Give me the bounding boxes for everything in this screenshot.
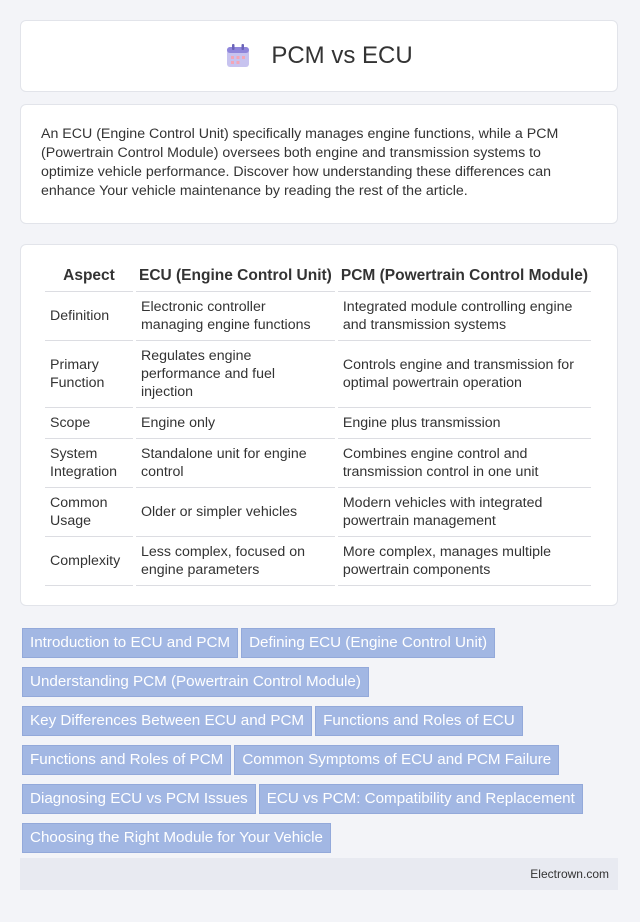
table-cell: Engine plus transmission [338,408,591,439]
tag-diagnosing[interactable]: Diagnosing ECU vs PCM Issues [22,784,256,814]
table-row [45,488,591,537]
table-cell: Complexity [45,537,133,586]
tag-key-differences[interactable]: Key Differences Between ECU and PCM [22,706,312,736]
table-cell: Regulates engine performance and fuel injection [136,341,335,408]
table-header-row [45,265,591,292]
footer [20,858,618,890]
table-row [45,537,591,586]
table-cell: Scope [45,408,133,439]
table-row [45,292,591,341]
table-cell: Common Usage [45,488,133,537]
tag-defining-ecu[interactable]: Defining ECU (Engine Control Unit) [241,628,495,658]
tag-functions-pcm[interactable]: Functions and Roles of PCM [22,745,231,775]
table-row [45,439,591,488]
table-cell: Older or simpler vehicles [136,488,335,537]
tag-common-symptoms[interactable]: Common Symptoms of ECU and PCM Failure [234,745,559,775]
topic-tags [22,628,618,862]
comparison-table [42,265,594,586]
table-cell: Engine only [136,408,335,439]
tag-functions-ecu[interactable]: Functions and Roles of ECU [315,706,523,736]
tag-introduction[interactable]: Introduction to ECU and PCM [22,628,238,658]
page-title: PCM vs ECU [271,42,413,69]
table-row [45,408,591,439]
table-cell: Controls engine and transmission for optimal powertrain operation [338,341,591,408]
header-pcm: PCM (Powertrain Control Module) [338,265,591,292]
table-cell: Definition [45,292,133,341]
table-cell: Electronic controller managing engine functions [136,292,335,341]
title-card [20,20,618,92]
comparison-card [20,244,618,606]
tag-choosing-module[interactable]: Choosing the Right Module for Your Vehicle [22,823,331,853]
tag-understanding-pcm[interactable]: Understanding PCM (Powertrain Control Module) [22,667,369,697]
footer-site[interactable]: Electrown.com [530,867,609,881]
table-cell: System Integration [45,439,133,488]
header-aspect: Aspect [45,265,133,292]
header-ecu: ECU (Engine Control Unit) [136,265,335,292]
table-cell: Standalone unit for engine control [136,439,335,488]
intro-text: An ECU (Engine Control Unit) specifically manages engine functions, while a PCM (Powertrain Control Module) oversees both engine and transmission systems to optimize vehicle performance. Discover how understanding these differences can enhance Your vehicle maintenance by reading the rest of the article. [41,126,559,199]
table-cell: More complex, manages multiple powertrain components [338,537,591,586]
table-row [45,341,591,408]
intro-card [20,104,618,224]
table-cell: Less complex, focused on engine parameters [136,537,335,586]
table-cell: Primary Function [45,341,133,408]
calendar-icon [225,43,251,69]
table-cell: Combines engine control and transmission control in one unit [338,439,591,488]
tag-compatibility[interactable]: ECU vs PCM: Compatibility and Replacement [259,784,583,814]
table-cell: Integrated module controlling engine and transmission systems [338,292,591,341]
table-cell: Modern vehicles with integrated powertrain management [338,488,591,537]
